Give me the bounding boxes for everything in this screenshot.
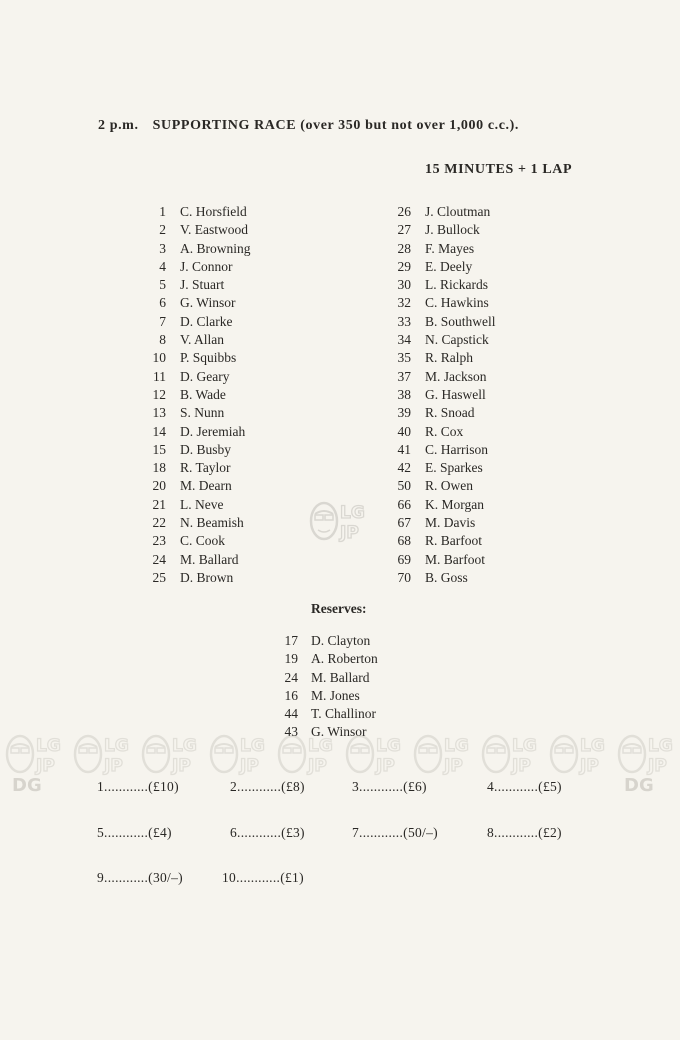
race-duration: 15 MINUTES + 1 LAP: [425, 162, 573, 177]
entry-row: [385, 404, 585, 422]
rider-name: A. Browning: [180, 240, 251, 256]
reserves-heading: Reserves:: [311, 601, 367, 616]
svg-text:JP: JP: [648, 756, 667, 776]
entry-row: [385, 569, 585, 587]
prize-8: 8............(£2): [487, 825, 562, 840]
rider-number: 26: [397, 204, 411, 219]
rider-number: 41: [397, 441, 411, 457]
rider-number: 22: [152, 515, 166, 531]
entry-row: [140, 258, 340, 276]
rider-number: 28: [397, 240, 411, 256]
rider-name: D. Clayton: [311, 633, 371, 648]
entry-row: [385, 313, 585, 331]
entry-row: [385, 221, 585, 239]
rider-number: 12: [152, 386, 166, 402]
race-title: [98, 118, 519, 134]
entry-row: [140, 477, 340, 495]
rider-name: R. Taylor: [180, 460, 231, 476]
svg-text:LG: LG: [648, 736, 673, 756]
prize-10: 10............(£1): [222, 870, 304, 885]
rider-number: 43: [284, 724, 298, 740]
rider-name: L. Rickards: [425, 277, 488, 293]
svg-text:LG: LG: [340, 503, 365, 523]
rider-name: B. Southwell: [425, 313, 496, 329]
svg-text:LG: LG: [240, 736, 265, 756]
rider-number: 7: [159, 313, 166, 329]
rider-number: 40: [397, 423, 411, 439]
rider-number: 68: [397, 533, 411, 549]
entry-row: [140, 331, 340, 349]
rider-name: T. Challinor: [311, 706, 376, 722]
reserve-row: [270, 705, 470, 723]
rider-number: 24: [152, 551, 166, 567]
rider-number: 19: [284, 651, 298, 667]
rider-name: J. Stuart: [180, 277, 225, 293]
entry-row: [385, 294, 585, 312]
rider-number: 17: [284, 633, 298, 648]
prize-2: 2............(£8): [230, 779, 305, 794]
reserve-row: [270, 650, 470, 668]
rider-name: R. Ralph: [425, 350, 474, 366]
svg-text:LG: LG: [104, 736, 129, 756]
entry-row: [385, 496, 585, 514]
rider-name: M. Ballard: [311, 669, 370, 685]
svg-text:LG: LG: [308, 736, 333, 756]
rider-number: 8: [159, 332, 166, 348]
rider-number: 1: [159, 204, 166, 219]
rider-name: N. Capstick: [425, 332, 489, 348]
rider-number: 38: [397, 386, 411, 402]
watermark-logo-icon: [306, 494, 372, 548]
rider-number: 16: [284, 687, 298, 703]
entry-row: [140, 221, 340, 239]
entry-row: [140, 349, 340, 367]
rider-name: E. Deely: [425, 258, 473, 274]
rider-number: 3: [159, 240, 166, 256]
rider-name: R. Snoad: [425, 405, 475, 421]
rider-number: 25: [152, 569, 166, 585]
rider-name: M. Davis: [425, 515, 476, 531]
svg-text:JP: JP: [172, 756, 191, 776]
entry-row: [140, 276, 340, 294]
svg-text:JP: JP: [340, 523, 359, 543]
rider-number: 29: [397, 258, 411, 274]
watermark-logo-icon: [342, 727, 408, 781]
rider-name: N. Beamish: [180, 515, 244, 531]
rider-name: M. Barfoot: [425, 551, 485, 567]
prize-5: 5............(£4): [97, 825, 172, 840]
svg-text:LG: LG: [376, 736, 401, 756]
rider-name: K. Morgan: [425, 496, 484, 512]
rider-name: M. Jones: [311, 687, 360, 703]
svg-text:JP: JP: [512, 756, 531, 776]
rider-number: 5: [159, 277, 166, 293]
rider-name: E. Sparkes: [425, 460, 483, 476]
rider-number: 70: [397, 569, 411, 585]
prize-4: 4............(£5): [487, 779, 562, 794]
rider-name: C. Hawkins: [425, 295, 489, 311]
rider-name: V. Allan: [180, 332, 225, 348]
rider-number: 21: [152, 496, 166, 512]
entry-row: [385, 276, 585, 294]
rider-number: 10: [152, 350, 166, 366]
svg-text:JP: JP: [240, 756, 259, 776]
rider-name: M. Jackson: [425, 368, 487, 384]
svg-text:JP: JP: [104, 756, 123, 776]
entry-row: [140, 240, 340, 258]
watermark-logo-icon: [410, 727, 476, 781]
rider-number: 69: [397, 551, 411, 567]
watermark-text: DG: [12, 775, 42, 796]
rider-name: C. Horsfield: [180, 204, 247, 219]
rider-number: 33: [397, 313, 411, 329]
race-name: SUPPORTING RACE (over 350 but not over 1,000 c.c.).: [152, 118, 520, 133]
entry-row: [140, 441, 340, 459]
rider-name: J. Connor: [180, 258, 233, 274]
entry-row: [385, 423, 585, 441]
rider-name: B. Goss: [425, 569, 468, 585]
svg-text:LG: LG: [444, 736, 469, 756]
prize-6: 6............(£3): [230, 825, 305, 840]
watermark-logo-icon: [614, 727, 680, 781]
prize-3: 3............(£6): [352, 779, 427, 794]
reserve-row: [270, 687, 470, 705]
watermark-logo-icon: [478, 727, 544, 781]
rider-number: 13: [152, 405, 166, 421]
entry-row: [140, 386, 340, 404]
rider-name: D. Busby: [180, 441, 232, 457]
prize-7: 7............(50/–): [352, 825, 438, 840]
rider-number: 50: [397, 478, 411, 494]
watermark-logo-icon: [70, 727, 136, 781]
watermark-text: DG: [624, 775, 654, 796]
entry-row: [385, 441, 585, 459]
prize-1: 1............(£10): [97, 779, 179, 794]
entry-row: [385, 386, 585, 404]
entry-row: [385, 258, 585, 276]
rider-name: C. Cook: [180, 533, 226, 549]
entry-row: [140, 203, 340, 221]
rider-name: D. Clarke: [180, 313, 233, 329]
rider-name: R. Owen: [425, 478, 473, 494]
rider-number: 66: [397, 496, 411, 512]
svg-text:JP: JP: [376, 756, 395, 776]
rider-name: L. Neve: [180, 496, 224, 512]
rider-name: D. Geary: [180, 368, 230, 384]
rider-name: D. Brown: [180, 569, 234, 585]
entry-row: [385, 203, 585, 221]
entry-row: [140, 459, 340, 477]
rider-name: M. Ballard: [180, 551, 239, 567]
reserve-row: [270, 632, 470, 650]
entry-row: [385, 551, 585, 569]
entry-row: [385, 459, 585, 477]
rider-name: J. Bullock: [425, 222, 480, 238]
rider-name: V. Eastwood: [180, 222, 249, 238]
svg-text:JP: JP: [308, 756, 327, 776]
rider-number: 44: [284, 706, 298, 722]
rider-number: 6: [159, 295, 166, 311]
entry-row: [140, 294, 340, 312]
entry-row: [140, 368, 340, 386]
entry-row: [140, 569, 340, 587]
rider-name: B. Wade: [180, 386, 226, 402]
entry-row: [385, 477, 585, 495]
entry-row: [385, 514, 585, 532]
svg-text:LG: LG: [36, 736, 61, 756]
rider-name: A. Roberton: [311, 651, 378, 667]
watermark-logo-icon: [2, 727, 68, 781]
rider-name: R. Cox: [425, 423, 464, 439]
rider-name: R. Barfoot: [425, 533, 482, 549]
rider-number: 30: [397, 277, 411, 293]
rider-number: 14: [152, 423, 166, 439]
rider-number: 35: [397, 350, 411, 366]
rider-number: 11: [153, 368, 166, 384]
rider-name: D. Jeremiah: [180, 423, 246, 439]
rider-name: C. Harrison: [425, 441, 488, 457]
prize-9: 9............(30/–): [97, 870, 183, 885]
rider-number: 4: [159, 258, 166, 274]
race-time: 2 p.m.: [98, 118, 139, 133]
rider-number: 27: [397, 222, 411, 238]
svg-text:LG: LG: [580, 736, 605, 756]
rider-name: G. Winsor: [311, 724, 367, 740]
watermark-logo-icon: [138, 727, 204, 781]
rider-number: 67: [397, 515, 411, 531]
rider-number: 15: [152, 441, 166, 457]
svg-text:LG: LG: [512, 736, 537, 756]
rider-number: 18: [152, 460, 166, 476]
svg-text:JP: JP: [444, 756, 463, 776]
entry-row: [140, 404, 340, 422]
rider-name: J. Cloutman: [425, 204, 491, 219]
entry-row: [385, 368, 585, 386]
entry-row: [385, 240, 585, 258]
rider-name: G. Haswell: [425, 386, 486, 402]
entry-row: [140, 313, 340, 331]
reserves-list: [270, 632, 470, 742]
entry-row: [385, 532, 585, 550]
watermark-logo-icon: [274, 727, 340, 781]
watermark-logo-icon: [546, 727, 612, 781]
rider-number: 23: [152, 533, 166, 549]
rider-number: 24: [284, 669, 298, 685]
rider-name: S. Nunn: [180, 405, 225, 421]
rider-name: G. Winsor: [180, 295, 236, 311]
svg-text:LG: LG: [172, 736, 197, 756]
rider-name: P. Squibbs: [180, 350, 237, 366]
reserve-row: [270, 669, 470, 687]
svg-text:JP: JP: [36, 756, 55, 776]
rider-number: 42: [397, 460, 411, 476]
rider-number: 37: [397, 368, 411, 384]
entry-list-right: [385, 203, 585, 587]
entry-row: [385, 349, 585, 367]
rider-number: 20: [152, 478, 166, 494]
entry-row: [140, 423, 340, 441]
rider-number: 39: [397, 405, 411, 421]
rider-number: 32: [397, 295, 411, 311]
watermark-logo-icon: [206, 727, 272, 781]
entry-row: [385, 331, 585, 349]
rider-name: M. Dearn: [180, 478, 232, 494]
entry-row: [140, 551, 340, 569]
rider-number: 2: [159, 222, 166, 238]
svg-text:JP: JP: [580, 756, 599, 776]
rider-number: 34: [397, 332, 411, 348]
rider-name: F. Mayes: [425, 240, 475, 256]
